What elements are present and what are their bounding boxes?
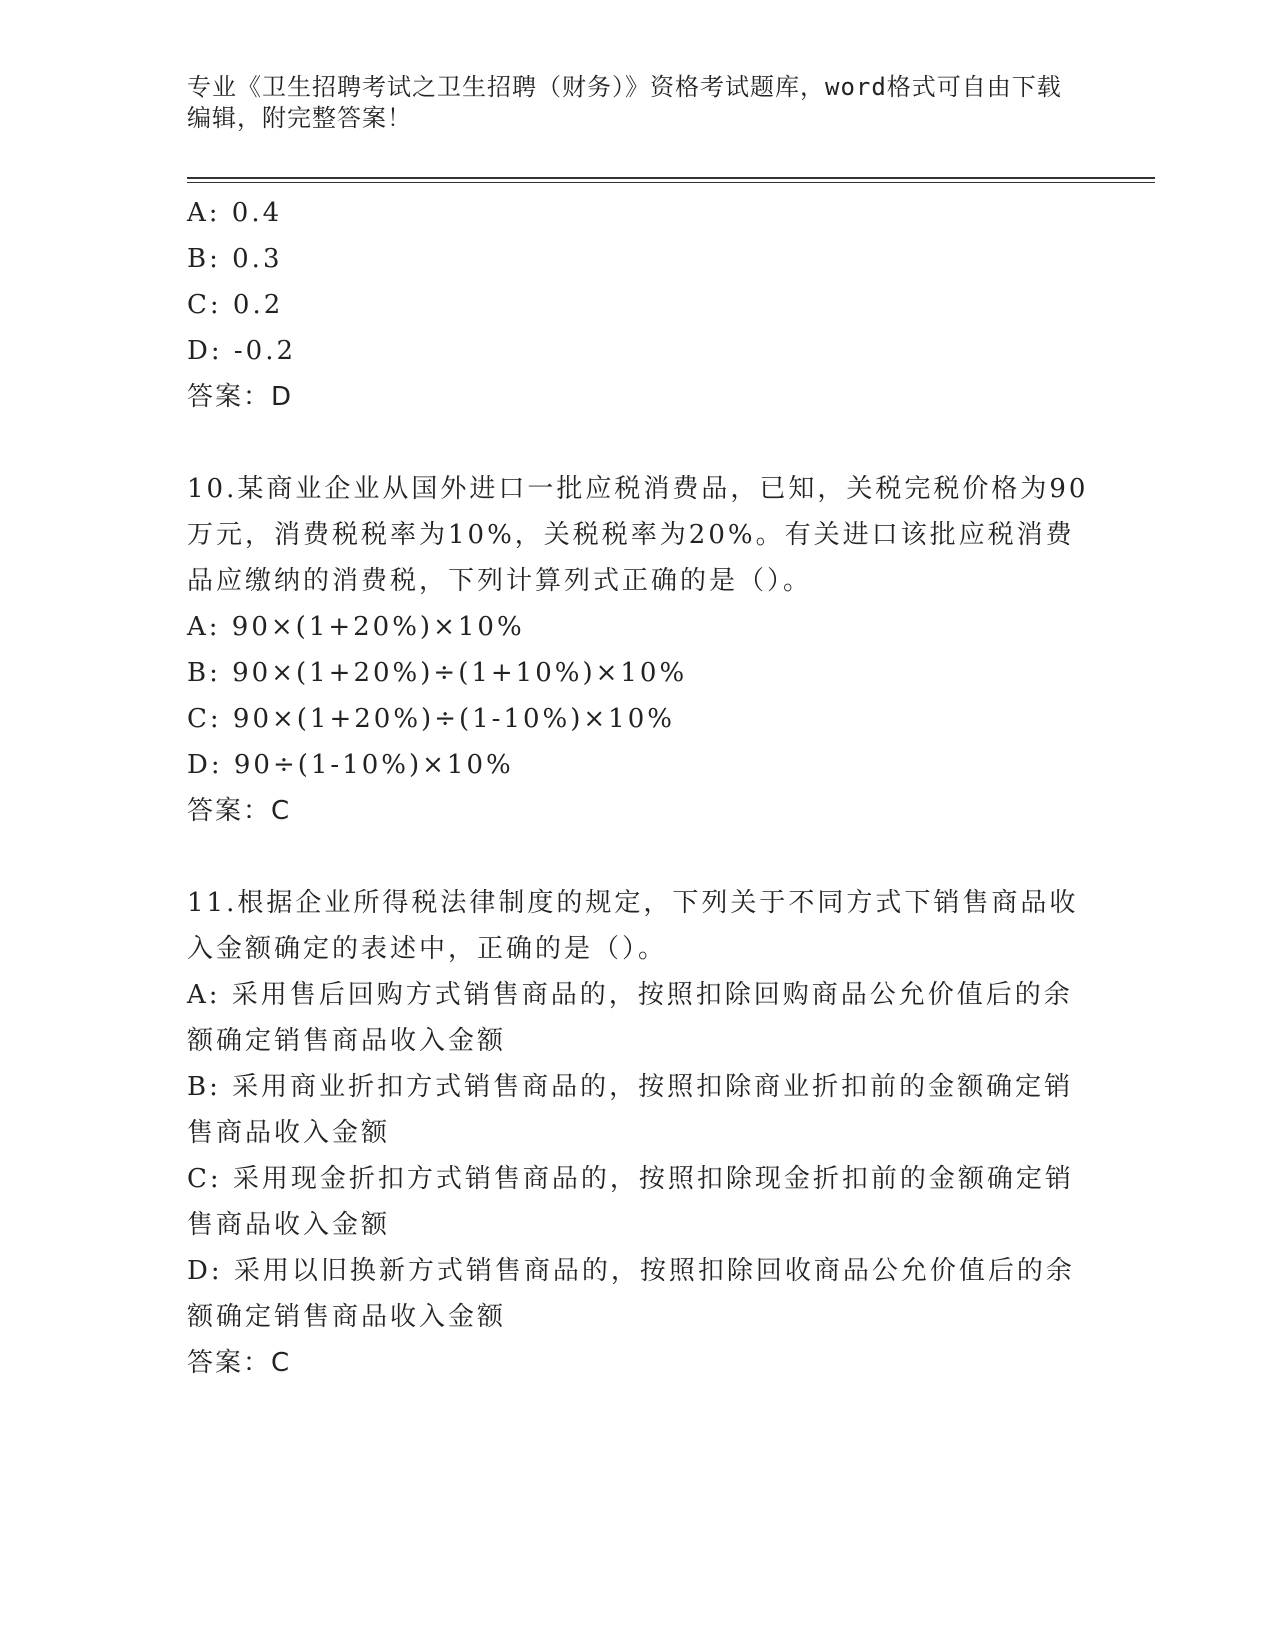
option-d-line-2: 额确定销售商品收入金额 [187, 1302, 507, 1332]
answer-label: 答案：C [187, 796, 292, 826]
header-line-2: 编辑，附完整答案！ [187, 104, 412, 132]
option-a: A: 90×(1+20%)×10% [187, 612, 525, 642]
option-c: C: 0.2 [187, 290, 284, 320]
question-11 [187, 880, 1087, 1386]
answer-label: 答案：C [187, 1348, 292, 1378]
option-d-line-1: D: 采用以旧换新方式销售商品的，按照扣除回收商品公允价值后的余 [187, 1256, 1075, 1286]
option-c-line-2: 售商品收入金额 [187, 1210, 391, 1240]
question-10 [187, 466, 1087, 834]
option-b-line-1: B: 采用商业折扣方式销售商品的，按照扣除商业折扣前的金额确定销 [187, 1072, 1074, 1102]
header-line-1: 专业《卫生招聘考试之卫生招聘（财务）》资格考试题库，word格式可自由下载 [187, 73, 1062, 101]
option-c: C: 90×(1+20%)÷(1-10%)×10% [187, 704, 675, 734]
option-b-line-2: 售商品收入金额 [187, 1118, 391, 1148]
answer-label: 答案：D [187, 382, 294, 412]
spacer [187, 834, 1087, 880]
question-content [187, 190, 1087, 1386]
question-text-line: 10.某商业企业从国外进口一批应税消费品，已知，关税完税价格为90 [187, 474, 1089, 504]
header-rule-thick [187, 177, 1155, 179]
question-9 [187, 190, 1087, 420]
question-text-line: 11.根据企业所得税法律制度的规定，下列关于不同方式下销售商品收 [187, 888, 1079, 918]
question-text-line: 品应缴纳的消费税，下列计算列式正确的是（）。 [187, 566, 813, 596]
spacer [187, 420, 1087, 466]
question-text-line: 入金额确定的表述中，正确的是（）。 [187, 934, 668, 964]
option-d: D: 90÷(1-10%)×10% [187, 750, 514, 780]
option-b: B: 0.3 [187, 244, 283, 274]
question-text-line: 万元，消费税税率为10%，关税税率为20%。有关进口该批应税消费 [187, 520, 1075, 550]
document-header [187, 72, 1087, 134]
option-a-line-2: 额确定销售商品收入金额 [187, 1026, 507, 1056]
option-a-line-1: A: 采用售后回购方式销售商品的，按照扣除回购商品公允价值后的余 [187, 980, 1073, 1010]
header-rule-thin [187, 182, 1155, 183]
option-c-line-1: C: 采用现金折扣方式销售商品的，按照扣除现金折扣前的金额确定销 [187, 1164, 1074, 1194]
option-d: D: -0.2 [187, 336, 297, 366]
option-a: A: 0.4 [187, 198, 283, 228]
option-b: B: 90×(1+20%)÷(1+10%)×10% [187, 658, 688, 688]
